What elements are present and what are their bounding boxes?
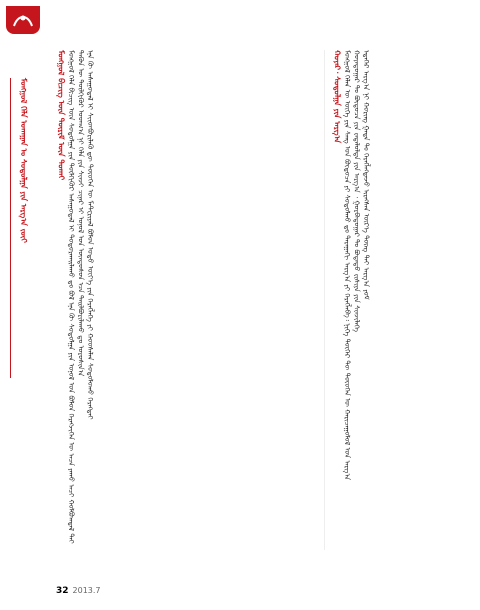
sidebar-accent-line: [10, 78, 11, 378]
paragraph: ᠮᠣᠩᠭᠣᠯ ᠬᠡᠯᠡ ᠪᠢᠴᠢᠭ ᠦᠨ ᠰᠤᠳᠤᠯᠭᠠ ᠶᠢᠨ ᠲᠦᠯᠬᠢᠭᠦᠷ ᠠᠰᠠᠭᠤᠳᠠᠯ ᠢ ᠲᠣᠳᠣᠷᠬᠠᠢᠯᠠᠬᠤ ᠳᠤ ᠪᠣᠯ ᠡᠨᠡ ᠬᠦ ᠰᠤᠳᠤᠯᠭᠠ ᠶᠢᠨ ᠣᠨᠣᠯ ᠤᠨ ᠪᠣᠯᠤᠨ ᠬᠡᠷᠡᠭᠵᠢᠭᠡᠨ ᠦ ᠠᠴᠠ ᠶᠠᠬᠤ ᠠᠴᠢ ᠬᠣᠯᠪᠣᠭᠳᠠᠯ ᠲᠠᠢ: [67, 50, 76, 544]
paragraph: ᠡᠨᠡ ᠬᠦ ᠠᠰᠠᠭᠤᠳᠠᠯ ᠢ ᠰᠢᠢᠳᠪᠦᠷᠢᠯᠡᠬᠦ ᠳᠦ ᠲᠦᠦᠬᠡᠨ ᠦ ᠮᠠᠲ᠋ᠧᠷᠢᠶᠠᠯ ᠪᠣᠯᠤᠨ ᠣᠳᠣ ᠦᠶ᠎ᠡ ᠶᠢᠨ ᠬᠡᠷᠡᠭᠯᠡᠭᠡ ᠶᠢ ᠬᠣᠣᠰᠠᠯᠠᠨ ᠰᠤᠳᠤᠯᠤᠬᠤ ᠬᠡᠷᠡᠭᠲᠡᠢ: [86, 50, 95, 420]
issue-number: 2013.7: [72, 586, 101, 595]
column-divider: [324, 50, 325, 550]
page-number: 32: [56, 586, 69, 596]
sidebar-title: ᠮᠣᠩᠭᠣᠯ ᠬᠡᠯᠡ ᠤᠬᠠᠭᠠᠨ ᠤ ᠰᠤᠳᠤᠯᠭᠠ ᠶᠢᠨ ᠠᠷᠭ᠎ᠠ ᠵᠦᠢ: [19, 78, 28, 243]
paragraph: ᠮᠣᠩᠭᠣᠯ ᠬᠡᠯᠡᠨ ᠦ ᠦᠭᠡ ᠶᠢᠨ ᠰᠠᠩ ᠤᠨ ᠪᠦᠲᠦᠴᠡ ᠶᠢ ᠰᠤᠳᠤᠯᠬᠤ ᠳᠤ ᠳᠠᠷᠠᠭᠠᠬᠢ ᠠᠷᠭ᠎ᠠ ᠶᠢ ᠬᠡᠷᠡᠭᠯᠡᠪᠡ᠄ ᠨᠢᠭᠡ ᠳᠦᠭᠡᠷ ᠲᠦ ᠲᠦᠦᠬᠡᠨ ᠦ ᠬᠠᠷᠢᠴᠠᠭᠤᠯᠤᠯ ᠤᠨ ᠠᠷᠭ᠎ᠠ: [343, 50, 352, 481]
journal-logo: [6, 6, 40, 34]
text-column-right: [332, 50, 472, 550]
page-footer: [56, 586, 101, 596]
article-body: [56, 50, 472, 550]
sidebar: [0, 0, 46, 610]
journal-logo-icon: [10, 10, 36, 30]
paragraph: ᠬᠣᠶᠠᠳᠤᠭᠠᠷ ᠲᠤ ᠪᠦᠲᠦᠴᠡ ᠶᠢᠨ ᠵᠠᠳᠠᠯᠤᠯᠲᠠ ᠶᠢᠨ ᠠᠷᠭ᠎ᠠ ᠂ ᠭᠤᠷᠪᠠᠳᠤᠭᠠᠷ ᠲᠤ ᠪᠣᠳᠠᠲᠤ ᠵᠢᠱᠢᠶᠡ ᠶᠢᠨ ᠰᠢᠨᠵᠢᠯᠡᠭᠡ: [352, 50, 362, 333]
paragraph: ᠡᠳᠡᠭᠡᠷ ᠠᠷᠭ᠎ᠠ ᠨᠢ ᠬᠣᠷᠢᠩ ᠭᠠᠳᠠ ᠲᠤ ᠬᠡᠷᠡᠭᠯᠡᠭᠳᠡᠵᠦ ᠢᠷᠡᠭᠰᠡᠨ ᠦᠷ᠎ᠡ ᠳᠦᠩ ᠲᠡᠢ ᠠᠷᠭ᠎ᠠ ᠶᠤᠮ: [362, 50, 371, 300]
text-column-left: [56, 50, 318, 550]
section-heading: ᠮᠣᠩᠭᠣᠯ ᠪᠢᠴᠢᠭ ᠦᠨ ᠳᠦᠷᠢᠮ ᠦᠨ ᠲᠤᠬᠠᠢ: [56, 50, 67, 181]
paragraph: ᠲᠡᠭᠦᠨ ᠦ ᠲᠦᠯᠬᠢᠭᠦᠷ ᠤᠳᠬ᠎ᠠ ᠨᠢ ᠬᠡᠯᠡ ᠶᠢᠨ ᠰᠢᠨᠵᠢ ᠴᠢᠨᠠᠷ ᠢ ᠣᠨᠣᠯ ᠤᠨ ᠦᠨᠳᠦᠰᠦᠨ ᠡᠴᠡ ᠲᠠᠢᠯᠪᠣᠷᠢᠯᠠᠬᠤ ᠳᠤ ᠣᠷᠣᠰᠢᠨ᠎ᠠ: [76, 50, 86, 377]
section-heading: ᠬᠣᠶᠠᠷ᠂ ᠰᠤᠳᠤᠯᠭᠠ ᠶᠢᠨ ᠠᠷᠭ᠎ᠠ: [332, 50, 343, 144]
